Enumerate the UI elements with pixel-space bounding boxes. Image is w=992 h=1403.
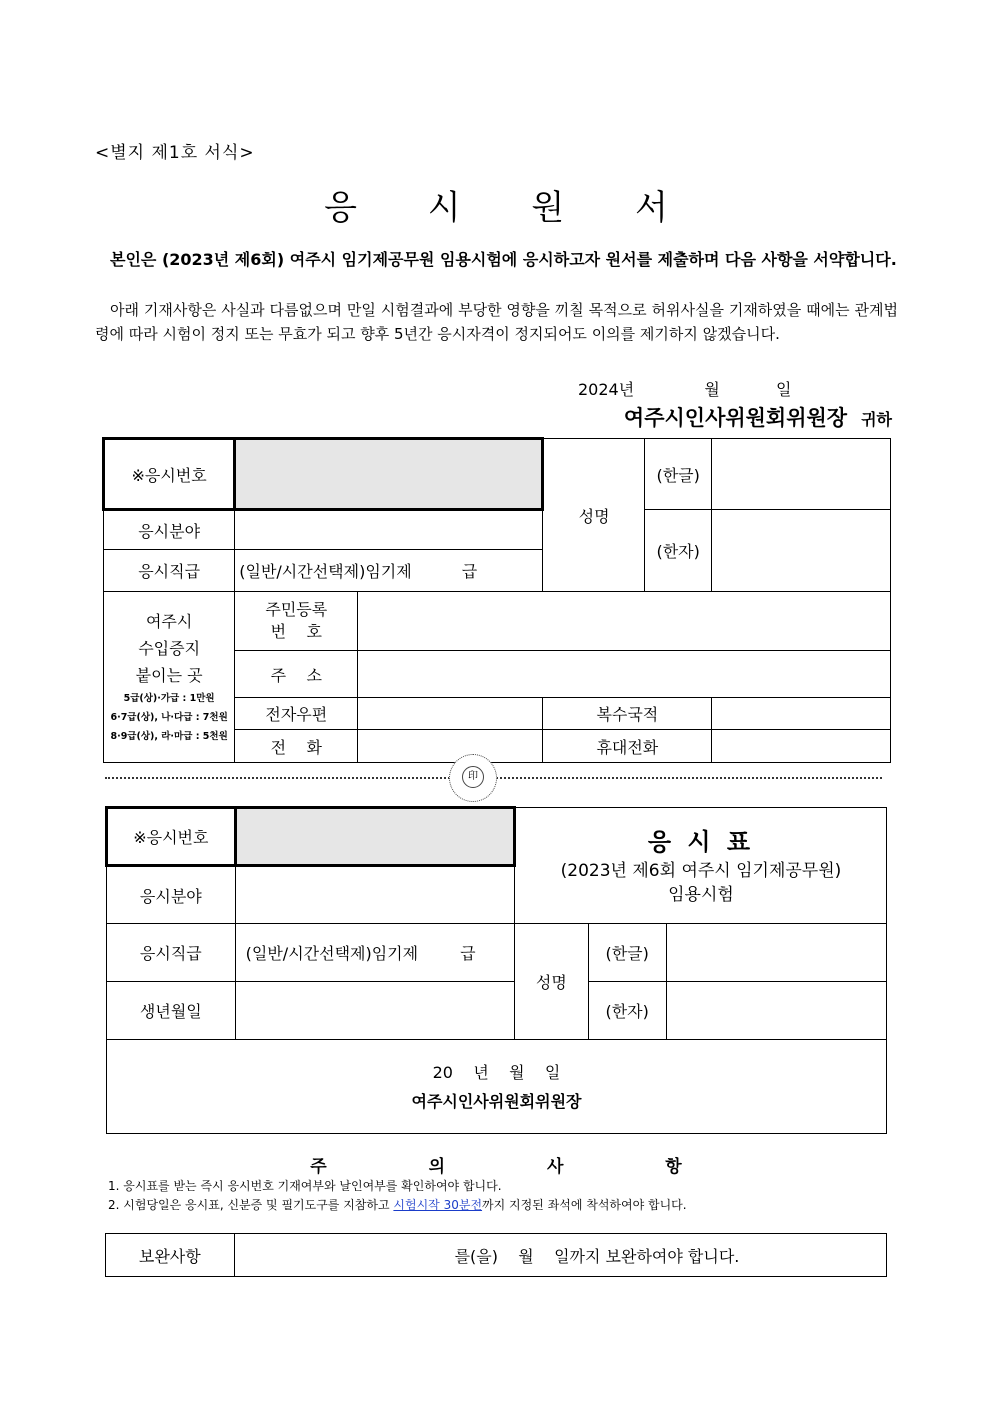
ticket-subtitle-2: 임용시험: [668, 884, 734, 905]
ticket-grade-value: (일반/시간선택제)임기제: [245, 944, 419, 963]
email-label: 전자우편: [235, 698, 358, 730]
stamp-fee-2: 6·7급(상), 나·다급 : 7천원: [110, 712, 228, 723]
ticket-exam-number-field[interactable]: [235, 808, 514, 866]
stamp-line-1: 여주시: [145, 612, 193, 631]
supplement-label: 보완사항: [106, 1234, 235, 1277]
ticket-korean-field[interactable]: [666, 924, 886, 982]
email-field[interactable]: [358, 698, 543, 730]
ticket-korean-label: (한글): [588, 924, 666, 982]
application-date: [578, 377, 792, 400]
field-label: 응시분야: [104, 510, 235, 550]
ticket-date-line: 20 년 월 일: [432, 1062, 561, 1082]
notice-item-2: 2. 시험당일은 응시표, 신분증 및 필기도구를 지참하고 시험시작 30분전까지 지정된 좌석에 착석하여야 합니다.: [108, 1198, 687, 1212]
mobile-field[interactable]: [712, 730, 891, 763]
stamp-fee-3: 8·9급(상), 라·마급 : 5천원: [110, 731, 228, 742]
dual-nationality-field[interactable]: [712, 698, 891, 730]
ticket-exam-number-label: ※응시번호: [107, 808, 236, 866]
exam-number-label: ※응시번호: [104, 439, 235, 510]
name-korean-label: (한글): [644, 439, 712, 510]
seal-mark: 印: [462, 766, 484, 788]
ticket-issuer: 여주시인사위원회위원장: [411, 1091, 582, 1111]
grade-field[interactable]: [235, 550, 543, 592]
ticket-grade-label: 응시직급: [107, 924, 236, 982]
ticket-grade-suffix: 급: [460, 944, 476, 963]
ticket-heading: [514, 808, 886, 924]
admission-ticket-table: [105, 806, 887, 1134]
form-label: <별지 제1호 서식>: [95, 143, 255, 163]
date-day: 일: [776, 380, 792, 399]
grade-label: 응시직급: [104, 550, 235, 592]
ticket-name-label: 성명: [514, 924, 588, 1040]
document-title: 응 시 원 서: [324, 188, 698, 228]
ticket-birth-field[interactable]: [235, 982, 514, 1040]
pledge-text: 본인은 (2023년 제6회) 여주시 임기제공무원 임용시험에 응시하고자 원서를 제출하며 다음 사항을 서약합니다.: [110, 250, 897, 269]
addressee-suffix: 귀하: [861, 410, 892, 429]
supplement-table: [105, 1233, 887, 1277]
stamp-line-2: 수입증지: [138, 639, 201, 658]
mobile-label: 휴대전화: [543, 730, 712, 763]
name-label: 성명: [543, 439, 645, 592]
supplement-field[interactable]: 를(을) 월 일까지 보완하여야 합니다.: [234, 1234, 886, 1277]
notice-title: 주 의 사 항: [310, 1157, 730, 1177]
ticket-field-label: 응시분야: [107, 866, 236, 924]
ticket-field-input[interactable]: [235, 866, 514, 924]
name-hanja-label: (한자): [644, 510, 712, 592]
grade-suffix: 급: [461, 562, 478, 581]
application-table: [102, 437, 891, 763]
stamp-line-3: 붙이는 곳: [135, 666, 203, 685]
notice-item-1: 1. 응시표를 받는 즉시 응시번호 기재여부와 날인여부를 확인하여야 합니다.: [108, 1179, 502, 1193]
notice-time-link: 시험시작 30분전: [393, 1198, 483, 1212]
grade-value: (일반/시간선택제)임기제: [239, 562, 412, 581]
name-korean-field[interactable]: [712, 439, 891, 510]
exam-number-field[interactable]: [235, 439, 543, 510]
ticket-grade-field[interactable]: [235, 924, 514, 982]
addressee-name: 여주시인사위원회위원장: [623, 406, 848, 430]
addressee: [624, 402, 892, 432]
ticket-hanja-field[interactable]: [666, 982, 886, 1040]
field-input[interactable]: [235, 510, 543, 550]
name-hanja-field[interactable]: [712, 510, 891, 592]
revenue-stamp-area: [104, 592, 235, 763]
ticket-issue-block: [107, 1040, 887, 1134]
dual-nationality-label: 복수국적: [543, 698, 712, 730]
ticket-title: 응 시 표: [647, 827, 755, 856]
phone-field[interactable]: [358, 730, 543, 763]
seal-icon: [449, 754, 497, 802]
stamp-fee-1: 5급(상)·가급 : 1만원: [123, 693, 215, 704]
address-label: 주 소: [235, 651, 358, 698]
date-year: 2024년: [578, 380, 635, 399]
date-month: 월: [704, 380, 720, 399]
declaration-text: 아래 기재사항은 사실과 다름없으며 만일 시험결과에 부당한 영향을 끼칠 목적으로 허위사실을 기재하였을 때에는 관계법령에 따라 시험이 정지 또는 무효가 되고 향후 5년간 응시자격이 정지되어도 이의를 제기하지 않겠습니다.: [95, 301, 898, 343]
phone-label: 전 화: [235, 730, 358, 763]
address-field[interactable]: [358, 651, 891, 698]
ticket-hanja-label: (한자): [588, 982, 666, 1040]
ticket-birth-label: 생년월일: [107, 982, 236, 1040]
resident-number-field[interactable]: [358, 592, 891, 651]
ticket-subtitle: (2023년 제6회 여주시 임기제공무원): [560, 860, 842, 881]
resident-number-label: 주민등록 번 호: [235, 592, 358, 651]
